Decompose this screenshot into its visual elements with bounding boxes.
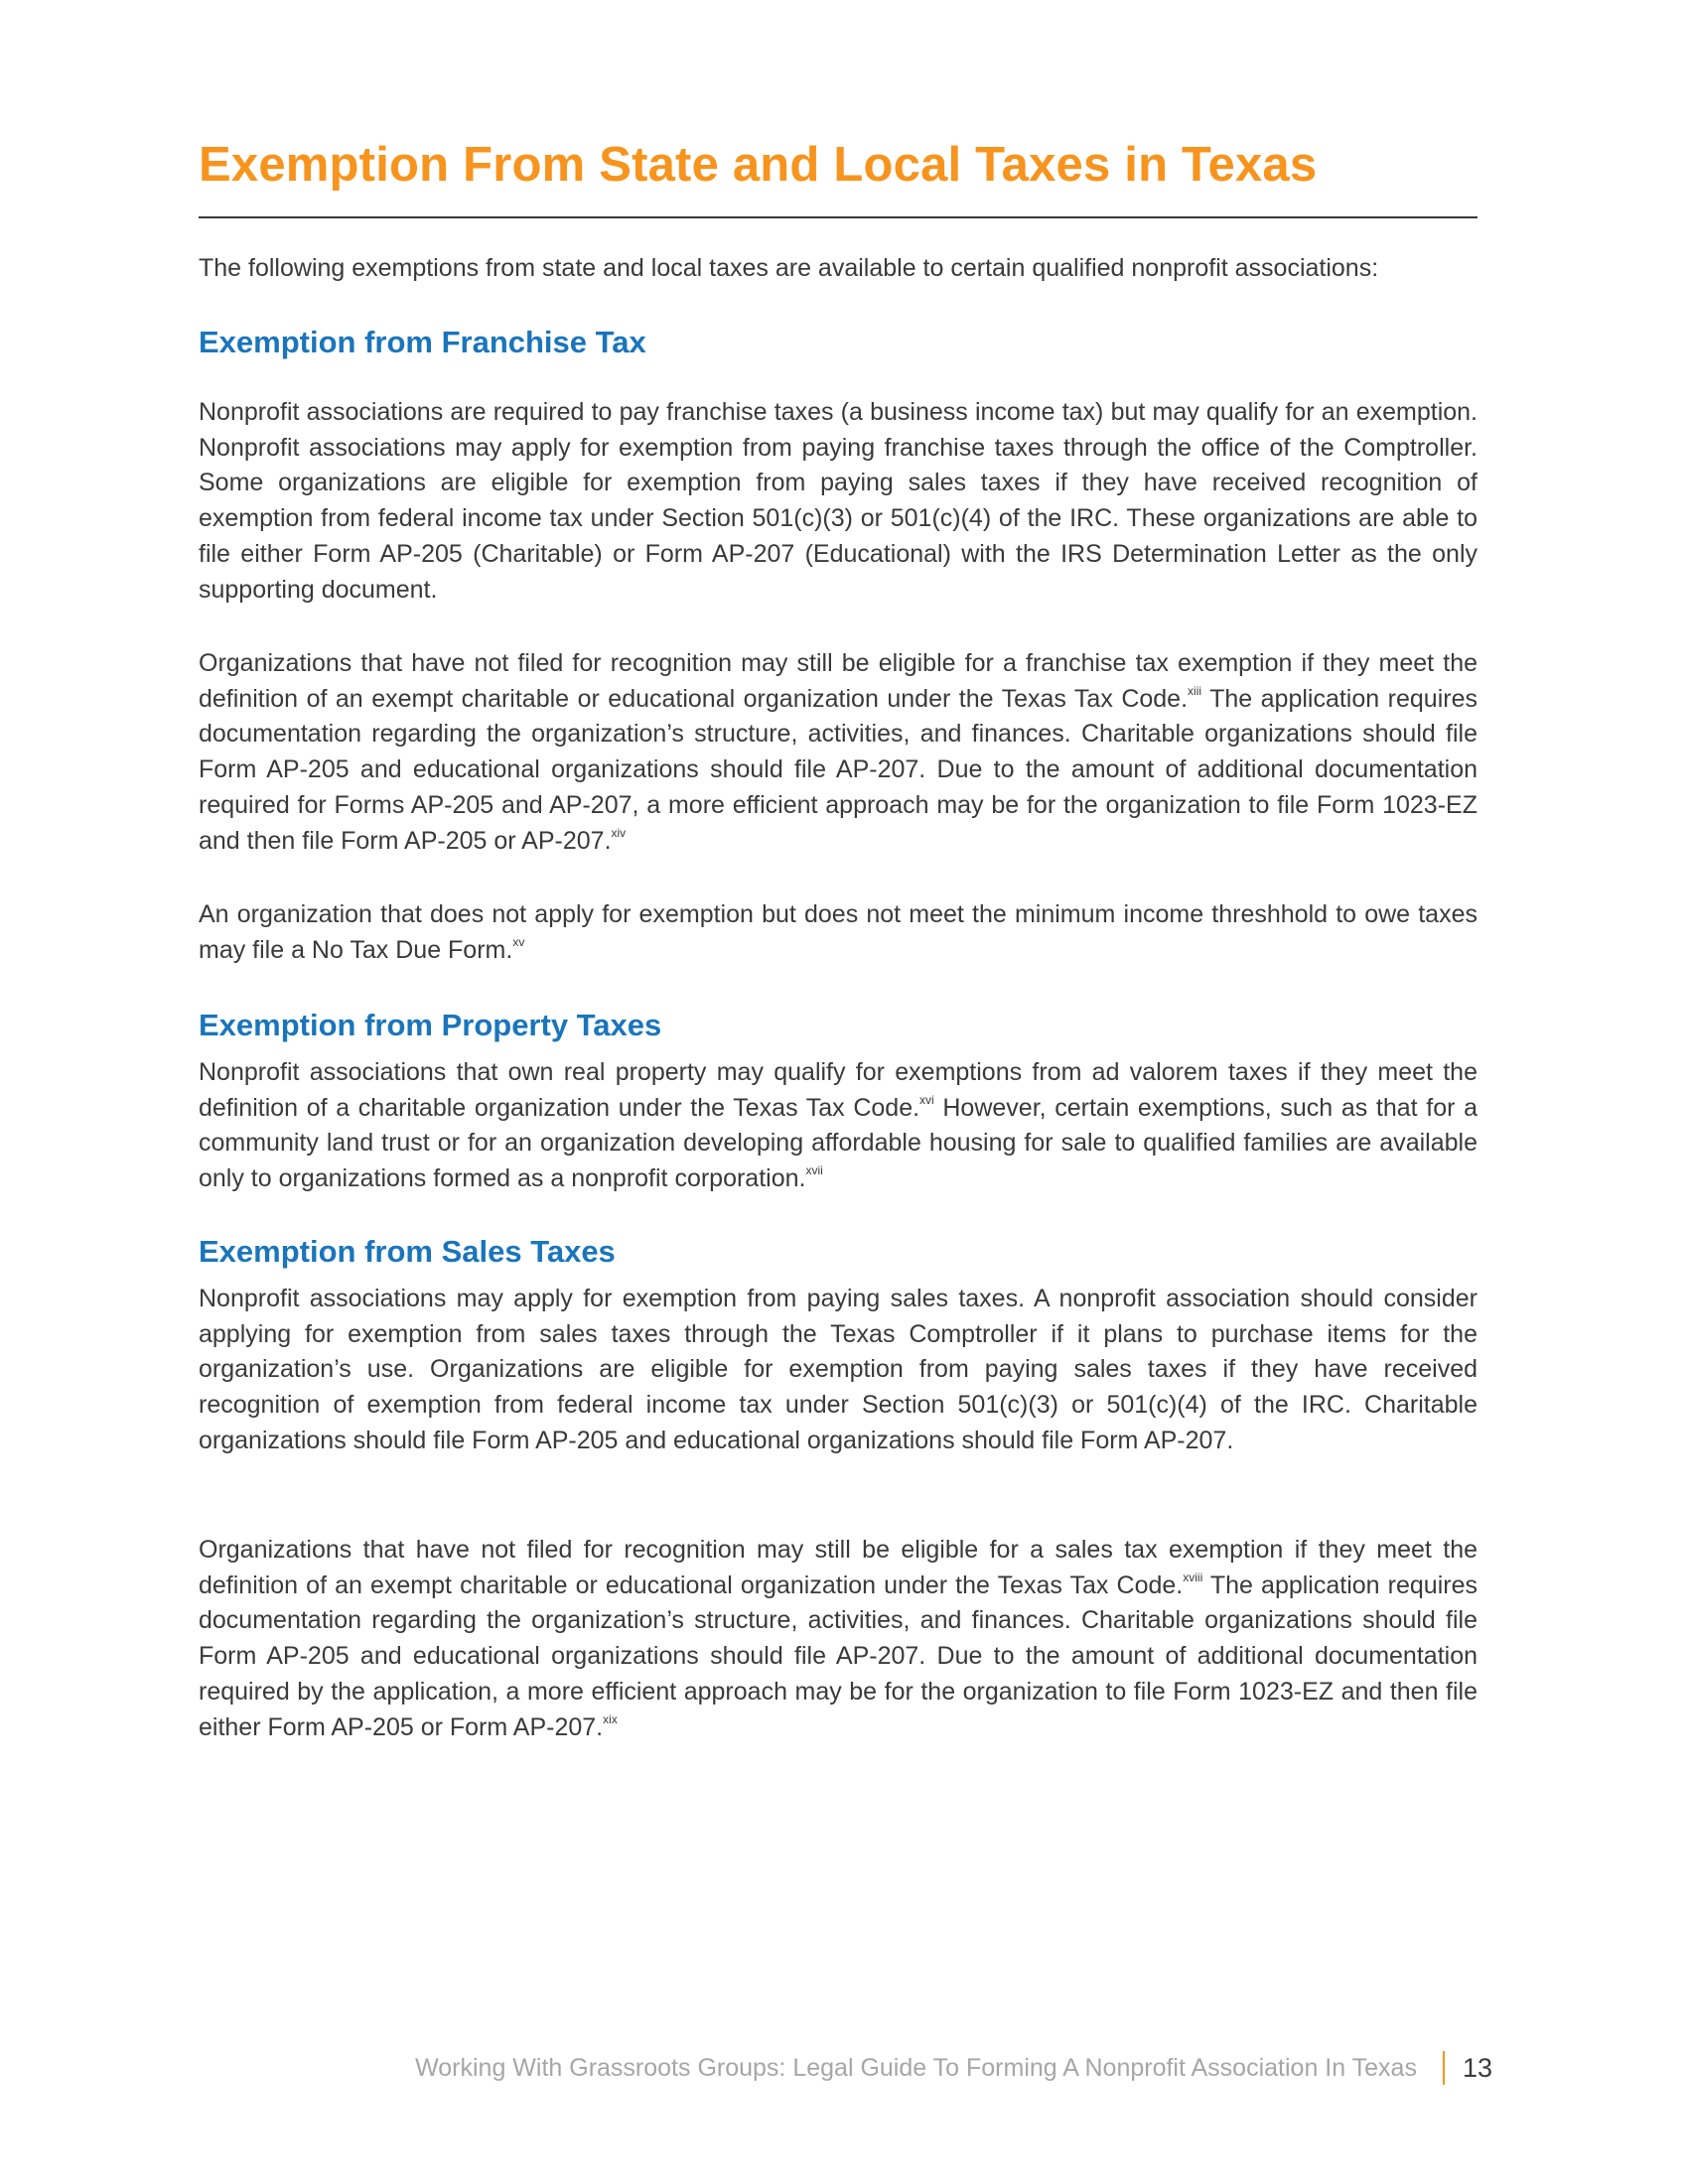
sales-paragraph-1: Nonprofit associations may apply for exemption from paying sales taxes. A nonprofit association should consider applying for exemption from sales taxes through the Texas Comptroller if it plans to purchase items for the organization’s use. Organizations are eligible for exemption from paying sales taxes if they have received recognition of exemption from federal income tax under Section 501(c)(3) or 501(c)(4) of the IRC. Charitable organizations should file Form AP-205 and educational organizations should file Form AP-207. xyxy=(199,1285,1477,1454)
heading-sales-taxes: Exemption from Sales Taxes xyxy=(199,1234,616,1269)
footer-divider xyxy=(1443,2051,1445,2085)
page-number: 13 xyxy=(1462,2052,1492,2083)
footnote-marker: xiv xyxy=(611,825,627,840)
footnote-marker: xvii xyxy=(805,1163,823,1178)
page-footer xyxy=(415,2051,1492,2085)
franchise-paragraph-1: Nonprofit associations are required to pay franchise taxes (a business income tax) but may qualify for an exemption. Nonprofit associations may apply for exemption from paying franchise taxes through the office of the Comptroller. Some organizations are eligible for exemption from paying sales taxes if they have received recognition of exemption from federal income tax under Section 501(c)(3) or 501(c)(4) of the IRC. These organizations are able to file either Form AP-205 (Charitable) or Form AP-207 (Educational) with the IRS Determination Letter as the only supporting document. xyxy=(199,398,1477,604)
footnote-marker: xiii xyxy=(1188,683,1202,698)
sales-paragraph-2: Organizations that have not filed for recognition may still be eligible for a sales tax exemption if they meet the definition of an exempt charitable or educational organization under the Texas Tax Code.$^{xviii}$ The application requires documentation regarding the organization’s structure, activities, and finances. Charitable organizations should file Form AP-205 and educational organizations should file AP-207. Due to the amount of additional documentation required by the application, a more efficient approach may be for the organization to file Form 1023-EZ and then file either Form AP-205 or Form AP-207.$^{xix}$ xyxy=(199,1536,1477,1741)
property-paragraph-1: Nonprofit associations that own real property may qualify for exemptions from ad valorem taxes if they meet the definition of a charitable organization under the Texas Tax Code.$^{xvi}$ However, certain exemptions, such as that for a community land trust or for an organization developing affordable housing for sale to qualified families are available only to organizations formed as a nonprofit corporation.$^{xvii}$ xyxy=(199,1058,1477,1193)
intro-paragraph: The following exemptions from state and local taxes are available to certain qualified nonprofit associations: xyxy=(199,254,1379,282)
footer-title: Working With Grassroots Groups: Legal Guide To Forming A Nonprofit Association In Texas xyxy=(415,2053,1417,2082)
franchise-paragraph-3: An organization that does not apply for exemption but does not meet the minimum income threshhold to owe taxes may file a No Tax Due Form.$^{xv}$ xyxy=(199,900,1477,964)
title-divider xyxy=(199,216,1477,218)
footnote-marker: xv xyxy=(512,934,525,949)
page-title: Exemption From State and Local Taxes in Texas xyxy=(199,138,1318,192)
franchise-paragraph-2: Organizations that have not filed for recognition may still be eligible for a franchise tax exemption if they meet the definition of an exempt charitable or educational organization under the Texas Tax Code.$^{xiii}$ The application requires documentation regarding the organization’s structure, activities, and finances. Charitable organizations should file Form AP-205 and educational organizations should file AP-207. Due to the amount of additional documentation required for Forms AP-205 and AP-207, a more efficient approach may be for the organization to file Form 1023-EZ and then file Form AP-205 or AP-207.$^{xiv}$ xyxy=(199,649,1477,855)
footnote-marker: xviii xyxy=(1183,1570,1203,1584)
footnote-marker: xix xyxy=(603,1711,618,1726)
heading-franchise-tax: Exemption from Franchise Tax xyxy=(199,325,646,359)
footnote-marker: xvi xyxy=(919,1092,934,1107)
heading-property-taxes: Exemption from Property Taxes xyxy=(199,1008,662,1042)
